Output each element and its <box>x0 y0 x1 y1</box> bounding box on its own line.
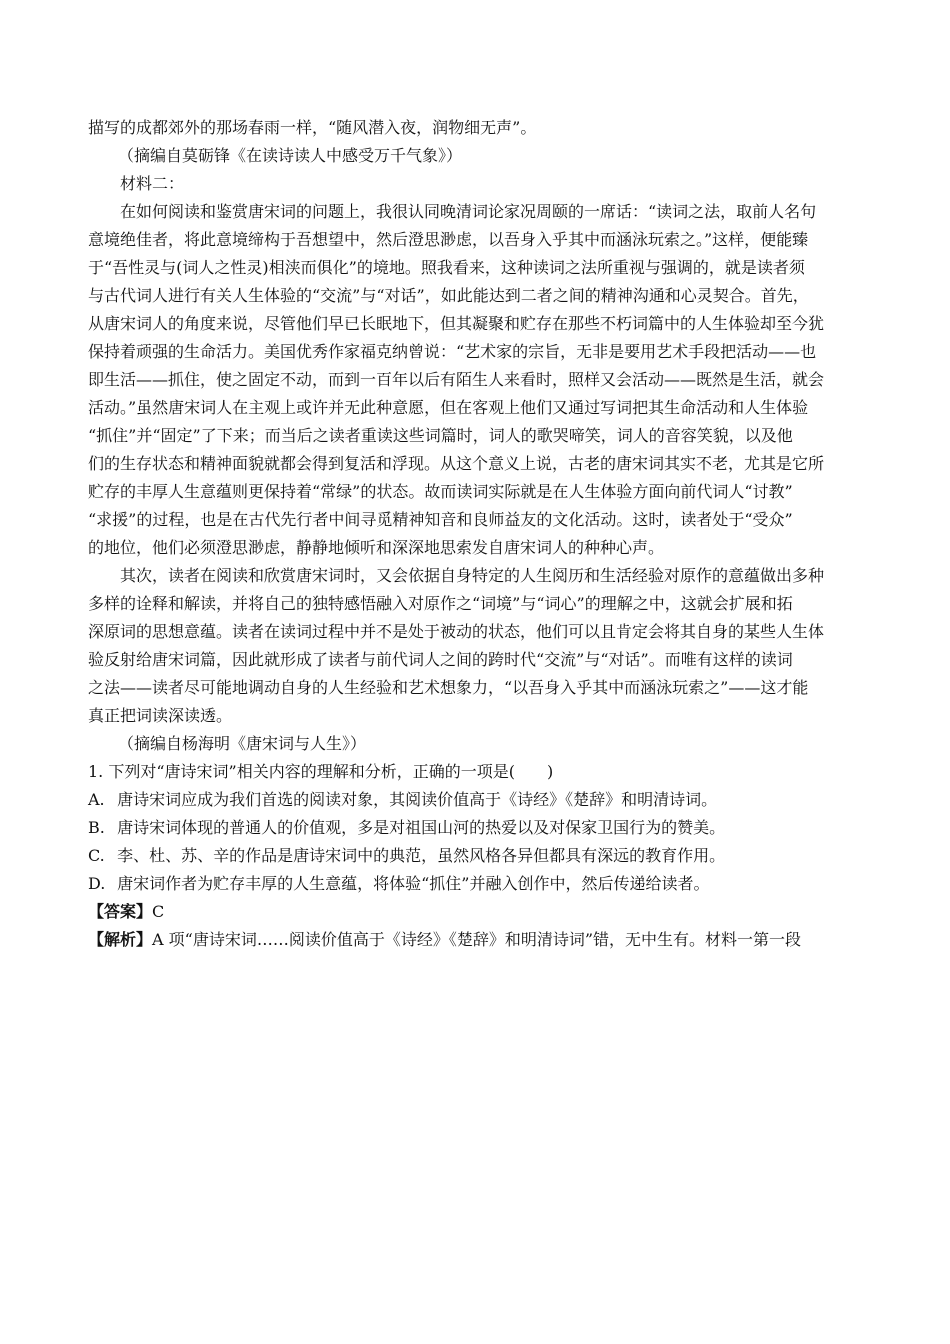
document-page <box>88 114 878 954</box>
option-text: 李、杜、苏、辛的作品是唐诗宋词中的典范，虽然风格各异但都具有深远的教育作用。 <box>117 846 726 865</box>
text-line: 在如何阅读和鉴赏唐宋词的问题上，我很认同晚清词论家况周颐的一席话：“读词之法，取前人名句 <box>120 202 817 221</box>
text-line: 们的生存状态和精神面貌就都会得到复活和浮现。从这个意义上说，古老的唐宋词其实不老，尤其是它所 <box>88 454 825 473</box>
option-b <box>88 814 878 842</box>
option-text: 唐宋词作者为贮存丰厚的人生意蕴，将体验“抓住”并融入创作中，然后传递给读者。 <box>117 874 710 893</box>
option-text: 唐诗宋词应成为我们首选的阅读对象，其阅读价值高于《诗经》《楚辞》和明清诗词。 <box>117 790 718 809</box>
text-line: 描写的成都郊外的那场春雨一样，“随风潜入夜，润物细无声”。 <box>88 118 537 137</box>
option-letter: B. <box>88 818 105 837</box>
text-line: 意境绝佳者，将此意境缔构于吾想望中，然后澄思渺虑，以吾身入乎其中而涵泳玩索之。”这样，便能臻 <box>88 230 809 249</box>
text-line: 即生活——抓住，使之固定不动，而到一百年以后有陌生人来看时，照样又会活动——既然是生活，就会 <box>88 370 825 389</box>
section-heading: 材料二： <box>120 174 185 193</box>
source-citation: （摘编自莫砺锋《在读诗读人中感受万千气象》） <box>118 146 463 165</box>
text-line: 从唐宋词人的角度来说，尽管他们早已长眠地下，但其凝聚和贮存在那些不朽词篇中的人生体验却至今犹 <box>88 314 825 333</box>
text-line: 深原词的思想意蕴。读者在读词过程中并不是处于被动的状态，他们可以且肯定会将其自身的某些人生体 <box>88 622 825 641</box>
text-line: 验反射给唐宋词篇，因此就形成了读者与前代词人之间的跨时代“交流”与“对话”。而唯有这样的读词 <box>88 650 793 669</box>
text-line: 之法——读者尽可能地调动自身的人生经验和艺术想象力，“以吾身入乎其中而涵泳玩索之”——这才能 <box>88 678 809 697</box>
option-a <box>88 786 878 814</box>
analysis-text: A 项“唐诗宋词……阅读价值高于《诗经》《楚辞》和明清诗词”错，无中生有。材料一第一段 <box>152 930 802 949</box>
answer-value: C <box>152 902 165 921</box>
text-line: “抓住”并“固定”了下来；而当后之读者重读这些词篇时，词人的歌哭啼笑，词人的音容笑貌，以及他 <box>88 426 793 445</box>
analysis-line <box>88 926 878 954</box>
text-line: 真正把词读深读透。 <box>88 706 233 725</box>
text-line: 于“吾性灵与(词人之性灵)相浃而俱化”的境地。照我看来，这种读词之法所重视与强调的，就是读者须 <box>88 258 805 277</box>
answer-line <box>88 898 878 926</box>
text-line: 多样的诠释和解读，并将自己的独特感悟融入对原作之“词境”与“词心”的理解之中，这就会扩展和拓 <box>88 594 793 613</box>
option-d <box>88 870 878 898</box>
answer-label: 【答案】 <box>88 902 153 921</box>
text-line: 与古代词人进行有关人生体验的“交流”与“对话”，如此能达到二者之间的精神沟通和心灵契合。首先， <box>88 286 809 305</box>
text-line: 其次，读者在阅读和欣赏唐宋词时，又会依据自身特定的人生阅历和生活经验对原作的意蕴做出多种 <box>120 566 825 585</box>
analysis-label: 【解析】 <box>88 930 153 949</box>
source-citation: （摘编自杨海明《唐宋词与人生》） <box>118 734 367 753</box>
question-stem: 1. 下列对“唐诗宋词”相关内容的理解和分析，正确的一项是( ) <box>88 762 554 781</box>
option-c <box>88 842 878 870</box>
text-line: “求援”的过程，也是在古代先行者中间寻觅精神知音和良师益友的文化活动。这时，读者处于“受众” <box>88 510 793 529</box>
text-line: 贮存的丰厚人生意蕴则更保持着“常绿”的状态。故而读词实际就是在人生体验方面向前代词人“讨教” <box>88 482 793 501</box>
text-line: 保持着顽强的生命活力。美国优秀作家福克纳曾说：“艺术家的宗旨，无非是要用艺术手段把活动——也 <box>88 342 817 361</box>
option-text: 唐诗宋词体现的普通人的价值观，多是对祖国山河的热爱以及对保家卫国行为的赞美。 <box>117 818 726 837</box>
text-line: 活动。”虽然唐宋词人在主观上或许并无此种意愿，但在客观上他们又通过写词把其生命活动和人生体验 <box>88 398 809 417</box>
option-letter: D. <box>88 874 106 893</box>
text-line: 的地位，他们必须澄思渺虑，静静地倾听和深深地思索发自唐宋词人的种种心声。 <box>88 538 665 557</box>
option-letter: A. <box>88 790 105 809</box>
option-letter: C. <box>88 846 105 865</box>
